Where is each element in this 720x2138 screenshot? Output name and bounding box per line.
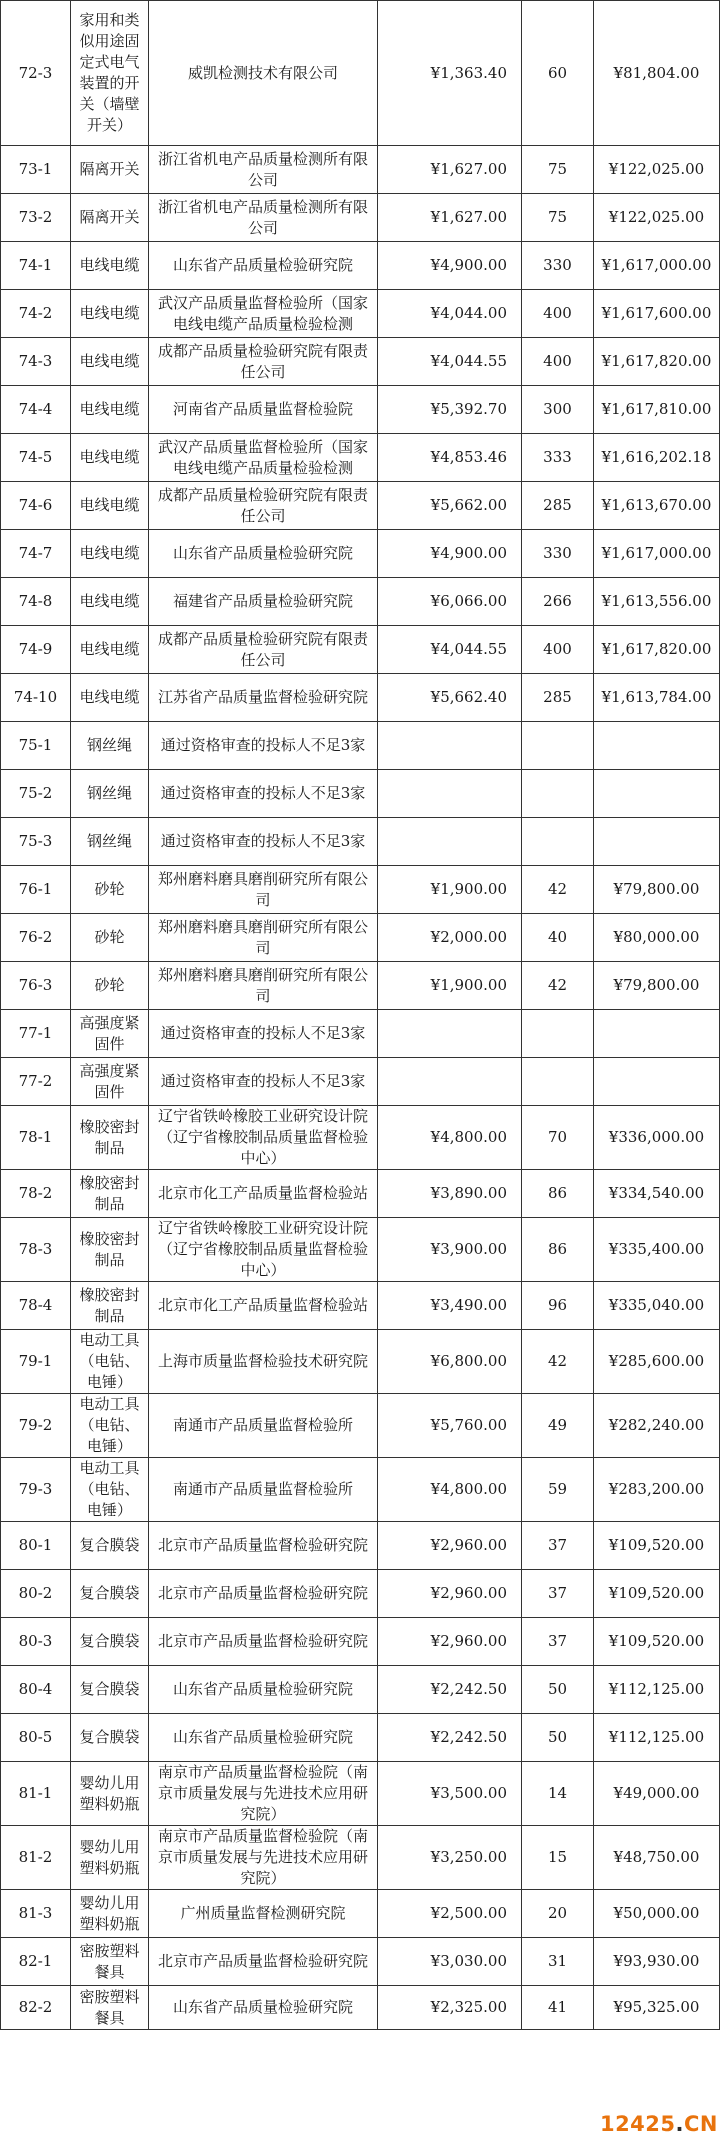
row-quantity: 42 bbox=[522, 866, 594, 914]
row-quantity: 40 bbox=[522, 914, 594, 962]
row-id: 75-3 bbox=[1, 818, 71, 866]
row-item: 复合膜袋 bbox=[71, 1618, 149, 1666]
row-item: 橡胶密封制品 bbox=[71, 1282, 149, 1330]
row-quantity: 50 bbox=[522, 1714, 594, 1762]
row-unit-price: ¥3,030.00 bbox=[378, 1938, 522, 1986]
row-unit-price: ¥4,800.00 bbox=[378, 1106, 522, 1170]
row-unit-price bbox=[378, 770, 522, 818]
row-unit-price: ¥1,900.00 bbox=[378, 962, 522, 1010]
table-row bbox=[1, 1714, 720, 1762]
row-item: 电线电缆 bbox=[71, 530, 149, 578]
row-unit-price bbox=[378, 722, 522, 770]
row-org: 成都产品质量检验研究院有限责任公司 bbox=[149, 338, 378, 386]
row-item: 电线电缆 bbox=[71, 626, 149, 674]
row-id: 75-2 bbox=[1, 770, 71, 818]
row-item: 电线电缆 bbox=[71, 338, 149, 386]
row-id: 77-1 bbox=[1, 1010, 71, 1058]
row-org: 浙江省机电产品质量检测所有限公司 bbox=[149, 146, 378, 194]
row-unit-price: ¥3,500.00 bbox=[378, 1762, 522, 1826]
row-org: 山东省产品质量检验研究院 bbox=[149, 1986, 378, 2030]
row-quantity: 330 bbox=[522, 242, 594, 290]
table-row bbox=[1, 146, 720, 194]
table-row bbox=[1, 770, 720, 818]
row-total: ¥109,520.00 bbox=[594, 1522, 720, 1570]
row-id: 74-8 bbox=[1, 578, 71, 626]
row-total: ¥282,240.00 bbox=[594, 1394, 720, 1458]
row-item: 电动工具（电钻、电锤） bbox=[71, 1458, 149, 1522]
row-unit-price: ¥3,890.00 bbox=[378, 1170, 522, 1218]
row-org: 北京市化工产品质量监督检验站 bbox=[149, 1282, 378, 1330]
row-org: 山东省产品质量检验研究院 bbox=[149, 1666, 378, 1714]
row-id: 73-1 bbox=[1, 146, 71, 194]
row-total bbox=[594, 770, 720, 818]
row-org: 成都产品质量检验研究院有限责任公司 bbox=[149, 626, 378, 674]
row-total: ¥335,400.00 bbox=[594, 1218, 720, 1282]
row-id: 74-5 bbox=[1, 434, 71, 482]
row-org: 北京市产品质量监督检验研究院 bbox=[149, 1522, 378, 1570]
row-total: ¥81,804.00 bbox=[594, 1, 720, 146]
table-row bbox=[1, 338, 720, 386]
row-unit-price: ¥1,900.00 bbox=[378, 866, 522, 914]
table-row bbox=[1, 1938, 720, 1986]
row-quantity: 96 bbox=[522, 1282, 594, 1330]
table-row bbox=[1, 1522, 720, 1570]
row-total bbox=[594, 722, 720, 770]
row-quantity: 42 bbox=[522, 962, 594, 1010]
row-total: ¥80,000.00 bbox=[594, 914, 720, 962]
row-total: ¥1,617,600.00 bbox=[594, 290, 720, 338]
row-unit-price: ¥4,900.00 bbox=[378, 242, 522, 290]
row-id: 79-1 bbox=[1, 1330, 71, 1394]
table-row bbox=[1, 578, 720, 626]
row-org: 通过资格审查的投标人不足3家 bbox=[149, 1058, 378, 1106]
row-quantity: 400 bbox=[522, 290, 594, 338]
row-unit-price: ¥2,242.50 bbox=[378, 1666, 522, 1714]
row-item: 婴幼儿用塑料奶瓶 bbox=[71, 1762, 149, 1826]
row-item: 电线电缆 bbox=[71, 578, 149, 626]
row-id: 79-2 bbox=[1, 1394, 71, 1458]
row-item: 橡胶密封制品 bbox=[71, 1106, 149, 1170]
row-id: 73-2 bbox=[1, 194, 71, 242]
row-item: 橡胶密封制品 bbox=[71, 1218, 149, 1282]
row-id: 80-2 bbox=[1, 1570, 71, 1618]
table-row bbox=[1, 1010, 720, 1058]
table-row bbox=[1, 866, 720, 914]
row-quantity: 86 bbox=[522, 1218, 594, 1282]
row-item: 钢丝绳 bbox=[71, 818, 149, 866]
row-id: 80-1 bbox=[1, 1522, 71, 1570]
row-id: 78-2 bbox=[1, 1170, 71, 1218]
table-row bbox=[1, 1058, 720, 1106]
row-org: 武汉产品质量监督检验所（国家电线电缆产品质量检验检测 bbox=[149, 290, 378, 338]
row-id: 82-2 bbox=[1, 1986, 71, 2030]
row-total: ¥1,613,556.00 bbox=[594, 578, 720, 626]
table-row bbox=[1, 1986, 720, 2030]
row-item: 隔离开关 bbox=[71, 194, 149, 242]
row-quantity: 86 bbox=[522, 1170, 594, 1218]
row-total bbox=[594, 1010, 720, 1058]
row-id: 76-3 bbox=[1, 962, 71, 1010]
row-quantity: 266 bbox=[522, 578, 594, 626]
table-row bbox=[1, 1826, 720, 1890]
row-id: 80-3 bbox=[1, 1618, 71, 1666]
table-row bbox=[1, 674, 720, 722]
row-quantity: 20 bbox=[522, 1890, 594, 1938]
row-unit-price: ¥5,392.70 bbox=[378, 386, 522, 434]
row-quantity: 400 bbox=[522, 338, 594, 386]
row-total: ¥112,125.00 bbox=[594, 1714, 720, 1762]
row-unit-price: ¥5,662.00 bbox=[378, 482, 522, 530]
row-total: ¥1,616,202.18 bbox=[594, 434, 720, 482]
row-id: 74-10 bbox=[1, 674, 71, 722]
row-quantity: 31 bbox=[522, 1938, 594, 1986]
row-total: ¥48,750.00 bbox=[594, 1826, 720, 1890]
row-id: 75-1 bbox=[1, 722, 71, 770]
row-item: 电线电缆 bbox=[71, 386, 149, 434]
row-total: ¥1,613,784.00 bbox=[594, 674, 720, 722]
row-org: 福建省产品质量检验研究院 bbox=[149, 578, 378, 626]
row-quantity: 37 bbox=[522, 1570, 594, 1618]
row-org: 成都产品质量检验研究院有限责任公司 bbox=[149, 482, 378, 530]
row-item: 复合膜袋 bbox=[71, 1570, 149, 1618]
row-total: ¥1,617,820.00 bbox=[594, 626, 720, 674]
row-quantity: 75 bbox=[522, 194, 594, 242]
row-quantity bbox=[522, 770, 594, 818]
row-org: 山东省产品质量检验研究院 bbox=[149, 530, 378, 578]
row-total: ¥285,600.00 bbox=[594, 1330, 720, 1394]
row-org: 上海市质量监督检验技术研究院 bbox=[149, 1330, 378, 1394]
bid-results-body bbox=[1, 1, 720, 2030]
watermark-tld: CN bbox=[684, 2112, 718, 2136]
row-unit-price: ¥4,853.46 bbox=[378, 434, 522, 482]
row-org: 南京市产品质量监督检验院（南京市质量发展与先进技术应用研究院） bbox=[149, 1762, 378, 1826]
row-org: 通过资格审查的投标人不足3家 bbox=[149, 818, 378, 866]
table-row bbox=[1, 194, 720, 242]
row-item: 婴幼儿用塑料奶瓶 bbox=[71, 1826, 149, 1890]
row-org: 通过资格审查的投标人不足3家 bbox=[149, 770, 378, 818]
row-total: ¥1,617,820.00 bbox=[594, 338, 720, 386]
row-id: 81-1 bbox=[1, 1762, 71, 1826]
row-total: ¥50,000.00 bbox=[594, 1890, 720, 1938]
row-quantity: 41 bbox=[522, 1986, 594, 2030]
table-row bbox=[1, 1394, 720, 1458]
row-item: 复合膜袋 bbox=[71, 1522, 149, 1570]
row-quantity: 50 bbox=[522, 1666, 594, 1714]
row-quantity: 285 bbox=[522, 674, 594, 722]
row-item: 电动工具（电钻、电锤） bbox=[71, 1394, 149, 1458]
table-row bbox=[1, 1618, 720, 1666]
row-total: ¥1,617,000.00 bbox=[594, 242, 720, 290]
row-unit-price: ¥2,325.00 bbox=[378, 1986, 522, 2030]
row-item: 复合膜袋 bbox=[71, 1714, 149, 1762]
row-item: 婴幼儿用塑料奶瓶 bbox=[71, 1890, 149, 1938]
row-total: ¥122,025.00 bbox=[594, 146, 720, 194]
row-unit-price: ¥5,760.00 bbox=[378, 1394, 522, 1458]
row-id: 76-1 bbox=[1, 866, 71, 914]
row-org: 江苏省产品质量监督检验研究院 bbox=[149, 674, 378, 722]
row-org: 浙江省机电产品质量检测所有限公司 bbox=[149, 194, 378, 242]
row-quantity: 60 bbox=[522, 1, 594, 146]
row-item: 电线电缆 bbox=[71, 242, 149, 290]
row-item: 砂轮 bbox=[71, 914, 149, 962]
row-quantity bbox=[522, 818, 594, 866]
row-id: 74-9 bbox=[1, 626, 71, 674]
row-item: 电线电缆 bbox=[71, 434, 149, 482]
table-row bbox=[1, 1, 720, 146]
row-org: 山东省产品质量检验研究院 bbox=[149, 1714, 378, 1762]
row-unit-price: ¥4,044.55 bbox=[378, 338, 522, 386]
row-quantity: 75 bbox=[522, 146, 594, 194]
table-row bbox=[1, 482, 720, 530]
row-total: ¥336,000.00 bbox=[594, 1106, 720, 1170]
row-id: 81-2 bbox=[1, 1826, 71, 1890]
row-quantity: 37 bbox=[522, 1618, 594, 1666]
site-watermark bbox=[600, 2112, 718, 2136]
row-id: 74-7 bbox=[1, 530, 71, 578]
row-org: 南通市产品质量监督检验所 bbox=[149, 1394, 378, 1458]
row-item: 高强度紧固件 bbox=[71, 1058, 149, 1106]
row-unit-price: ¥1,627.00 bbox=[378, 194, 522, 242]
table-row bbox=[1, 1666, 720, 1714]
table-row bbox=[1, 386, 720, 434]
row-org: 北京市产品质量监督检验研究院 bbox=[149, 1938, 378, 1986]
row-quantity: 14 bbox=[522, 1762, 594, 1826]
row-quantity: 15 bbox=[522, 1826, 594, 1890]
watermark-dot: . bbox=[675, 2112, 684, 2136]
row-quantity: 70 bbox=[522, 1106, 594, 1170]
row-unit-price: ¥2,960.00 bbox=[378, 1570, 522, 1618]
row-org: 南通市产品质量监督检验所 bbox=[149, 1458, 378, 1522]
row-unit-price: ¥3,490.00 bbox=[378, 1282, 522, 1330]
row-quantity: 400 bbox=[522, 626, 594, 674]
table-row bbox=[1, 1458, 720, 1522]
row-unit-price: ¥3,900.00 bbox=[378, 1218, 522, 1282]
row-quantity: 59 bbox=[522, 1458, 594, 1522]
table-row bbox=[1, 1106, 720, 1170]
row-id: 80-4 bbox=[1, 1666, 71, 1714]
row-item: 砂轮 bbox=[71, 962, 149, 1010]
row-unit-price: ¥6,800.00 bbox=[378, 1330, 522, 1394]
row-unit-price: ¥2,500.00 bbox=[378, 1890, 522, 1938]
row-item: 橡胶密封制品 bbox=[71, 1170, 149, 1218]
row-quantity bbox=[522, 1010, 594, 1058]
row-id: 74-6 bbox=[1, 482, 71, 530]
row-unit-price: ¥6,066.00 bbox=[378, 578, 522, 626]
row-unit-price: ¥5,662.40 bbox=[378, 674, 522, 722]
row-id: 78-4 bbox=[1, 1282, 71, 1330]
row-total: ¥95,325.00 bbox=[594, 1986, 720, 2030]
row-total bbox=[594, 818, 720, 866]
row-id: 78-1 bbox=[1, 1106, 71, 1170]
row-id: 81-3 bbox=[1, 1890, 71, 1938]
row-unit-price bbox=[378, 1010, 522, 1058]
table-row bbox=[1, 434, 720, 482]
row-id: 78-3 bbox=[1, 1218, 71, 1282]
row-total: ¥1,617,000.00 bbox=[594, 530, 720, 578]
table-row bbox=[1, 962, 720, 1010]
row-id: 74-1 bbox=[1, 242, 71, 290]
row-item: 电线电缆 bbox=[71, 290, 149, 338]
row-unit-price: ¥1,627.00 bbox=[378, 146, 522, 194]
table-row bbox=[1, 1330, 720, 1394]
row-quantity: 42 bbox=[522, 1330, 594, 1394]
row-unit-price: ¥2,960.00 bbox=[378, 1618, 522, 1666]
table-row bbox=[1, 1282, 720, 1330]
row-quantity bbox=[522, 1058, 594, 1106]
row-org: 南京市产品质量监督检验院（南京市质量发展与先进技术应用研究院） bbox=[149, 1826, 378, 1890]
row-total: ¥1,613,670.00 bbox=[594, 482, 720, 530]
row-org: 通过资格审查的投标人不足3家 bbox=[149, 1010, 378, 1058]
row-id: 76-2 bbox=[1, 914, 71, 962]
row-item: 钢丝绳 bbox=[71, 722, 149, 770]
row-org: 通过资格审查的投标人不足3家 bbox=[149, 722, 378, 770]
row-org: 郑州磨料磨具磨削研究所有限公司 bbox=[149, 962, 378, 1010]
row-item: 家用和类似用途固定式电气装置的开关（墙壁开关） bbox=[71, 1, 149, 146]
row-total: ¥283,200.00 bbox=[594, 1458, 720, 1522]
row-unit-price: ¥4,900.00 bbox=[378, 530, 522, 578]
row-unit-price: ¥4,044.00 bbox=[378, 290, 522, 338]
table-row bbox=[1, 914, 720, 962]
row-org: 辽宁省铁岭橡胶工业研究设计院（辽宁省橡胶制品质量监督检验中心） bbox=[149, 1218, 378, 1282]
table-row bbox=[1, 626, 720, 674]
row-quantity bbox=[522, 722, 594, 770]
table-row bbox=[1, 530, 720, 578]
row-item: 复合膜袋 bbox=[71, 1666, 149, 1714]
row-org: 辽宁省铁岭橡胶工业研究设计院（辽宁省橡胶制品质量监督检验中心） bbox=[149, 1106, 378, 1170]
row-org: 广州质量监督检测研究院 bbox=[149, 1890, 378, 1938]
row-item: 电动工具（电钻、电锤） bbox=[71, 1330, 149, 1394]
row-org: 山东省产品质量检验研究院 bbox=[149, 242, 378, 290]
row-id: 72-3 bbox=[1, 1, 71, 146]
row-org: 郑州磨料磨具磨削研究所有限公司 bbox=[149, 866, 378, 914]
watermark-main: 12425 bbox=[599, 2112, 676, 2136]
row-item: 高强度紧固件 bbox=[71, 1010, 149, 1058]
row-id: 77-2 bbox=[1, 1058, 71, 1106]
row-id: 82-1 bbox=[1, 1938, 71, 1986]
table-row bbox=[1, 290, 720, 338]
row-id: 79-3 bbox=[1, 1458, 71, 1522]
row-quantity: 37 bbox=[522, 1522, 594, 1570]
row-org: 北京市产品质量监督检验研究院 bbox=[149, 1618, 378, 1666]
row-total: ¥79,800.00 bbox=[594, 866, 720, 914]
table-row bbox=[1, 1570, 720, 1618]
table-row bbox=[1, 1762, 720, 1826]
row-item: 电线电缆 bbox=[71, 674, 149, 722]
row-item: 密胺塑料餐具 bbox=[71, 1986, 149, 2030]
table-row bbox=[1, 722, 720, 770]
row-unit-price: ¥4,800.00 bbox=[378, 1458, 522, 1522]
row-unit-price bbox=[378, 818, 522, 866]
row-total: ¥335,040.00 bbox=[594, 1282, 720, 1330]
row-unit-price bbox=[378, 1058, 522, 1106]
row-id: 74-2 bbox=[1, 290, 71, 338]
row-item: 电线电缆 bbox=[71, 482, 149, 530]
table-row bbox=[1, 1170, 720, 1218]
row-total: ¥93,930.00 bbox=[594, 1938, 720, 1986]
row-total: ¥109,520.00 bbox=[594, 1570, 720, 1618]
row-total bbox=[594, 1058, 720, 1106]
row-org: 河南省产品质量监督检验院 bbox=[149, 386, 378, 434]
row-id: 80-5 bbox=[1, 1714, 71, 1762]
row-unit-price: ¥2,242.50 bbox=[378, 1714, 522, 1762]
row-unit-price: ¥1,363.40 bbox=[378, 1, 522, 146]
table-row bbox=[1, 1218, 720, 1282]
row-total: ¥122,025.00 bbox=[594, 194, 720, 242]
row-id: 74-4 bbox=[1, 386, 71, 434]
row-org: 北京市产品质量监督检验研究院 bbox=[149, 1570, 378, 1618]
row-unit-price: ¥4,044.55 bbox=[378, 626, 522, 674]
table-row bbox=[1, 242, 720, 290]
row-org: 威凯检测技术有限公司 bbox=[149, 1, 378, 146]
row-unit-price: ¥3,250.00 bbox=[378, 1826, 522, 1890]
row-org: 武汉产品质量监督检验所（国家电线电缆产品质量检验检测 bbox=[149, 434, 378, 482]
row-quantity: 333 bbox=[522, 434, 594, 482]
table-row bbox=[1, 1890, 720, 1938]
row-unit-price: ¥2,000.00 bbox=[378, 914, 522, 962]
row-quantity: 300 bbox=[522, 386, 594, 434]
row-total: ¥334,540.00 bbox=[594, 1170, 720, 1218]
row-total: ¥109,520.00 bbox=[594, 1618, 720, 1666]
row-total: ¥1,617,810.00 bbox=[594, 386, 720, 434]
row-item: 密胺塑料餐具 bbox=[71, 1938, 149, 1986]
row-item: 钢丝绳 bbox=[71, 770, 149, 818]
row-quantity: 285 bbox=[522, 482, 594, 530]
row-org: 郑州磨料磨具磨削研究所有限公司 bbox=[149, 914, 378, 962]
row-quantity: 49 bbox=[522, 1394, 594, 1458]
row-total: ¥112,125.00 bbox=[594, 1666, 720, 1714]
row-org: 北京市化工产品质量监督检验站 bbox=[149, 1170, 378, 1218]
row-quantity: 330 bbox=[522, 530, 594, 578]
table-row bbox=[1, 818, 720, 866]
row-id: 74-3 bbox=[1, 338, 71, 386]
row-total: ¥79,800.00 bbox=[594, 962, 720, 1010]
row-total: ¥49,000.00 bbox=[594, 1762, 720, 1826]
row-item: 砂轮 bbox=[71, 866, 149, 914]
row-item: 隔离开关 bbox=[71, 146, 149, 194]
row-unit-price: ¥2,960.00 bbox=[378, 1522, 522, 1570]
